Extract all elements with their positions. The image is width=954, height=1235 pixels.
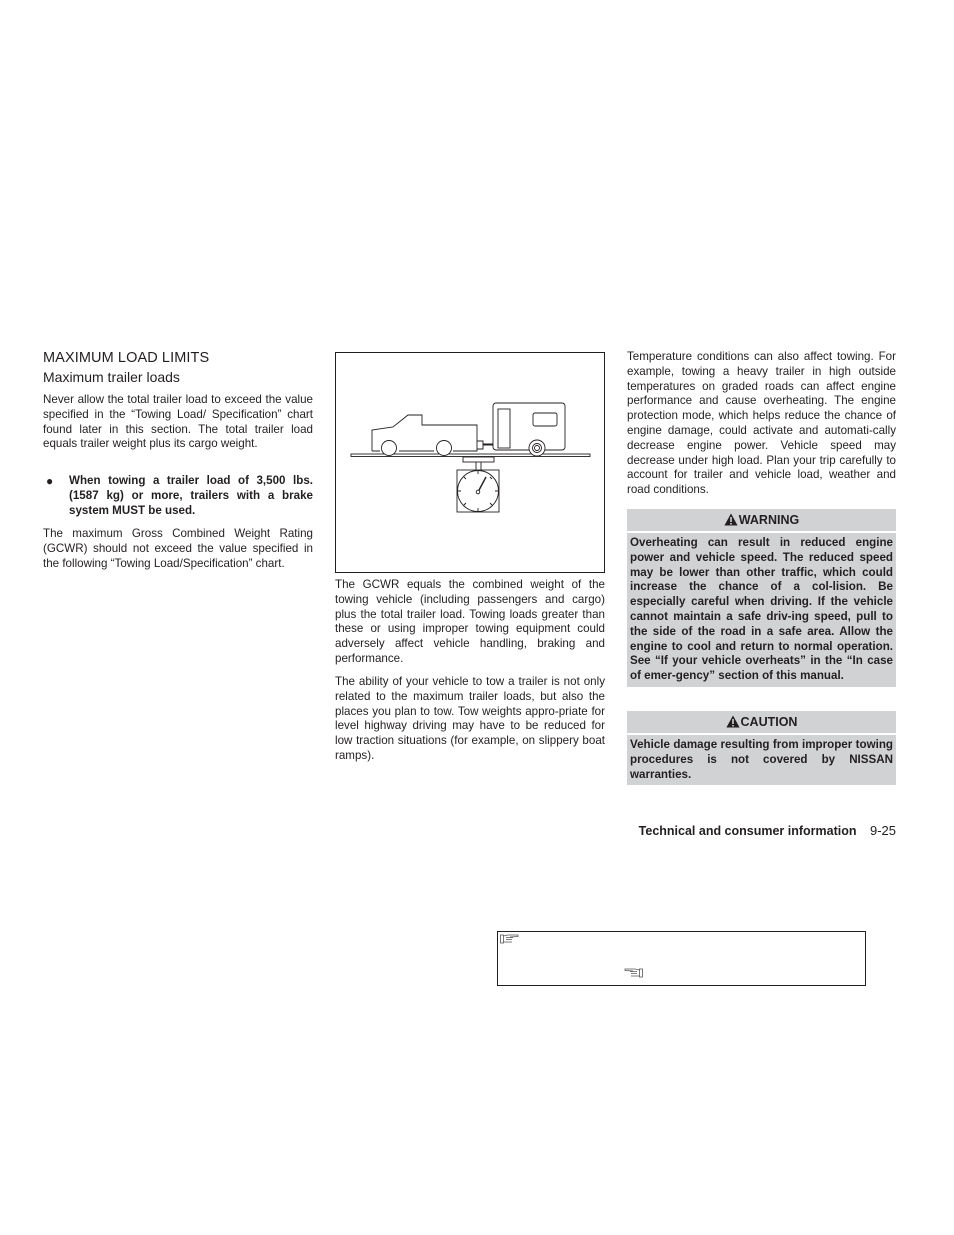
paragraph-temperature: Temperature conditions can also affect towing. For example, towing a heavy trailer in high outside temperatures on graded roads can affect engine performance and cause overheating. The engine protection mode, which helps reduce the chance of engine damage, could activate and automati-cally decrease engine power. Vehicle speed may decrease under high load. Plan your trip carefully to account for trailer and vehicle load, weather and road conditions. xyxy=(627,350,896,497)
section-subtitle: Maximum trailer loads xyxy=(43,369,180,385)
pickup-truck-icon xyxy=(372,415,496,456)
paragraph-towing-ability: The ability of your vehicle to tow a trailer is not only related to the maximum trailer loads, but also the places you plan to tow. Tow weights appro-priate for level highway driving may have to be reduced for low traction situations (for example, on slippery boat ramps). xyxy=(335,675,605,762)
pointing-hand-left-icon xyxy=(624,967,644,979)
footer-section-name: Technical and consumer information xyxy=(638,824,857,838)
pointing-hand-right-icon xyxy=(500,933,520,945)
caution-text: Vehicle damage resulting from improper towing procedures is not covered by NISSAN warranties. xyxy=(627,735,896,785)
page-footer xyxy=(639,822,896,840)
caution-header xyxy=(627,711,896,733)
reference-box xyxy=(497,931,866,986)
warning-label: WARNING xyxy=(738,513,800,527)
warning-text: Overheating can result in reduced engine power and vehicle speed. The reduced speed may be lower than other traffic, which could increase the chance of a col-lision. Be especially careful when driving. If the vehicle cannot maintain a safe driv-ing speed, pull to the side of the road in a safe area. Allow the engine to cool and return to normal operation. See “If your vehicle overheats” in the “In case of emer-gency” section of this manual. xyxy=(627,533,896,687)
towing-scale-illustration xyxy=(336,353,604,572)
warning-header xyxy=(627,509,896,531)
page-number: 9-25 xyxy=(869,823,896,838)
travel-trailer-icon xyxy=(493,403,565,456)
towing-diagram xyxy=(335,352,605,573)
section-title: MAXIMUM LOAD LIMITS xyxy=(43,350,210,366)
warning-notice xyxy=(627,509,896,687)
paragraph-gcwr-definition: The GCWR equals the combined weight of the towing vehicle (including passengers and cargo) plus the total trailer load. Towing loads greater than these or using improper towing equipment could adversely affect vehicle handling, braking and performance. xyxy=(335,578,605,665)
caution-label: CAUTION xyxy=(740,715,798,729)
bullet-dot-icon: ● xyxy=(46,474,54,488)
caution-notice xyxy=(627,711,896,785)
paragraph-gcwr-limit: The maximum Gross Combined Weight Rating (GCWR) should not exceed the value specified in the following “Towing Load/Specification” chart. xyxy=(43,527,313,570)
paragraph-trailer-load: Never allow the total trailer load to exceed the value specified in the “Towing Load/ Specification” chart found later in this section. The total trailer load equals trailer weight plus its cargo weight. xyxy=(43,393,313,451)
scale-gauge-icon xyxy=(457,457,499,512)
warning-triangle-icon xyxy=(726,715,740,728)
bullet-text: When towing a trailer load of 3,500 lbs. (1587 kg) or more, trailers with a brake system MUST be used. xyxy=(69,474,313,517)
warning-triangle-icon xyxy=(724,513,738,526)
bullet-item-brake-system xyxy=(46,474,313,518)
